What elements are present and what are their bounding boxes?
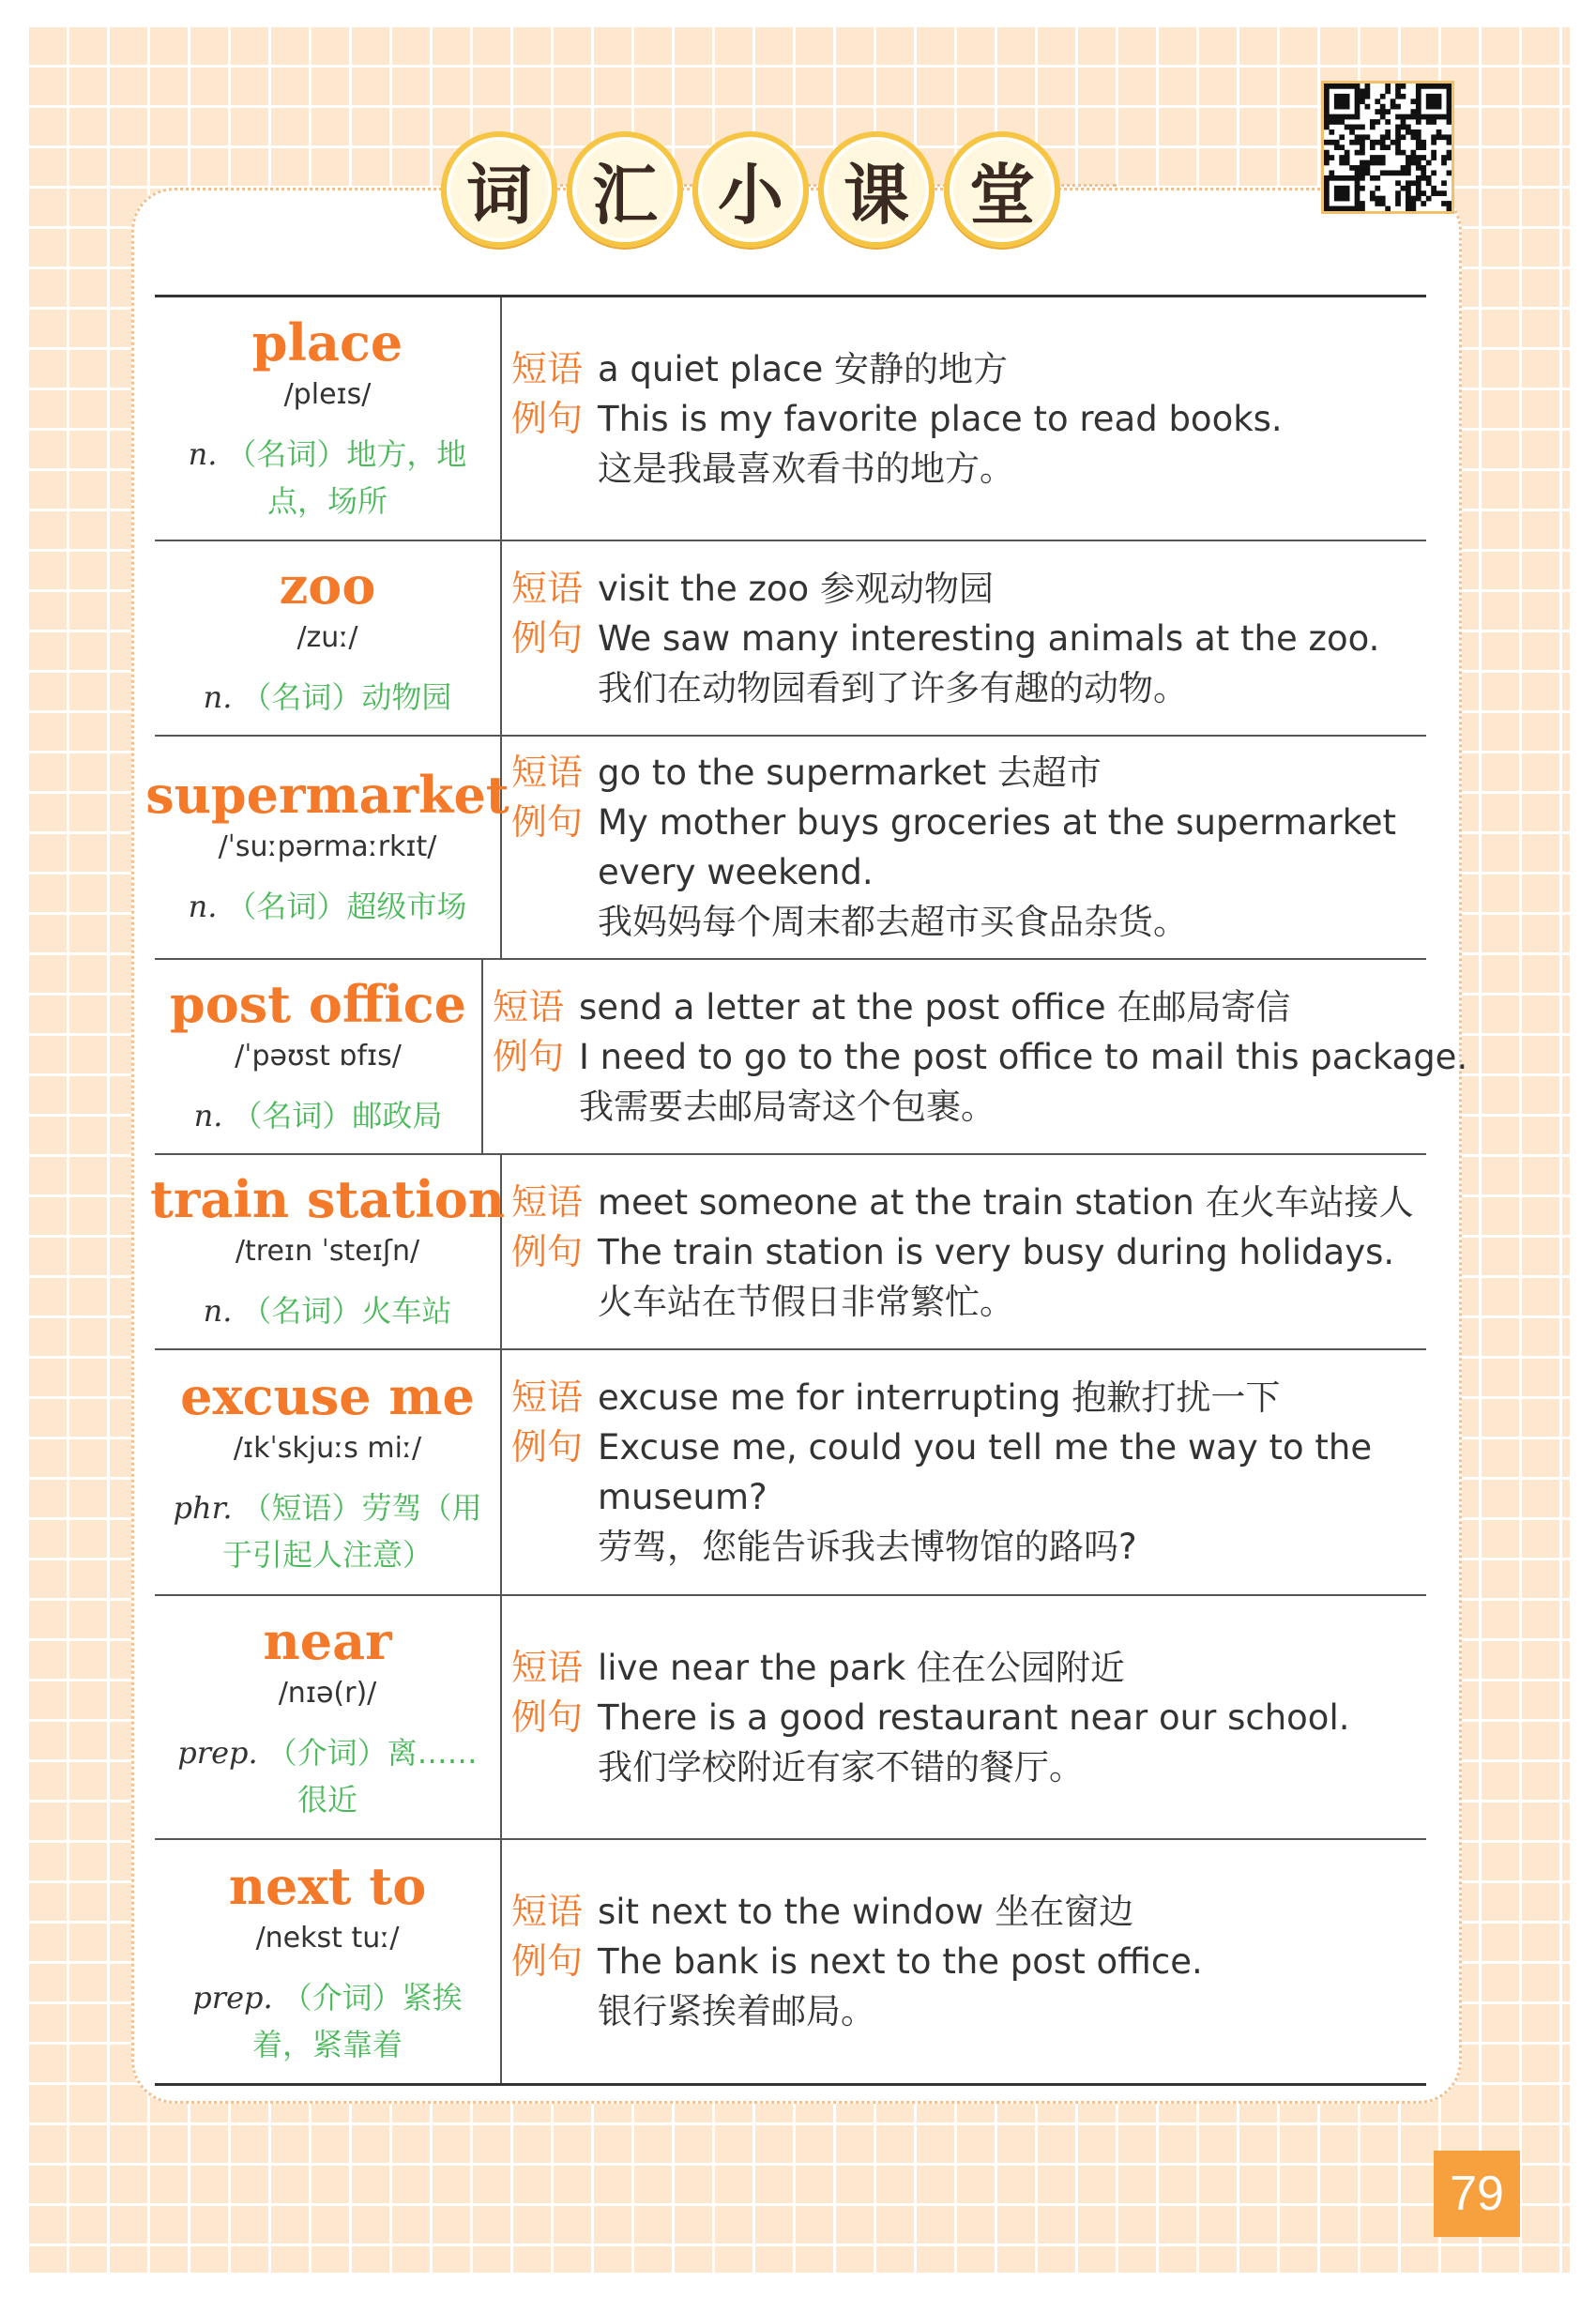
phrase-tag: 短语	[511, 1180, 584, 1223]
phrase-line	[511, 1643, 1426, 1693]
phonetic: /ˈsuːpərmaːrkɪt/	[218, 830, 437, 863]
vocab-word: place	[251, 312, 403, 373]
example-cn: 我们学校附近有家不错的餐厅。	[598, 1746, 1084, 1787]
phrase-line	[511, 1887, 1426, 1937]
example-tag: 例句	[511, 397, 584, 439]
pos-abbr: n.	[188, 889, 218, 924]
example-line	[511, 1693, 1426, 1742]
example-en: museum?	[598, 1477, 768, 1517]
example-line	[511, 394, 1426, 444]
table-row	[155, 541, 1426, 737]
table-row	[149, 1155, 1426, 1350]
vocab-word: zoo	[279, 555, 376, 616]
example-tag: 例句	[511, 1696, 584, 1738]
table-row	[155, 1840, 1426, 2086]
title-char: 汇	[567, 131, 683, 248]
example-line-cont	[511, 847, 1426, 897]
pos-meaning: （名词）地方，地点，场所	[226, 436, 467, 519]
usage-cell	[502, 541, 1426, 735]
phrase-text: excuse me for interrupting 抱歉打扰一下	[598, 1377, 1281, 1418]
qr-code-icon	[1324, 84, 1452, 211]
vocab-word: next to	[228, 1855, 427, 1916]
example-cn: 我妈妈每个周末都去超市买食品杂货。	[598, 902, 1188, 942]
part-of-speech	[159, 1092, 478, 1139]
usage-cell	[502, 1350, 1426, 1594]
phrase-text: meet someone at the train station 在火车站接人	[598, 1181, 1414, 1223]
vocab-word: supermarket	[145, 765, 509, 825]
page-title	[441, 131, 1060, 263]
word-cell	[155, 1840, 502, 2083]
phrase-line	[511, 748, 1426, 798]
example-cn-line	[511, 1522, 1426, 1572]
phrase-text: a quiet place 安静的地方	[598, 348, 1008, 389]
part-of-speech	[168, 1287, 487, 1334]
qr-code[interactable]	[1321, 81, 1454, 214]
phonetic: /ɪkˈskjuːs miː/	[233, 1432, 422, 1465]
phonetic: /nekst tuː/	[255, 1921, 400, 1955]
pos-meaning: （名词）超级市场	[226, 889, 467, 924]
word-cell	[155, 297, 502, 540]
part-of-speech	[168, 1974, 487, 2068]
pos-abbr: prep.	[192, 1979, 273, 2016]
example-en: I need to go to the post office to mail this package.	[579, 1036, 1468, 1077]
word-cell	[155, 960, 483, 1153]
example-cn-line	[511, 897, 1426, 947]
phonetic: /ˈpəʊst ɒfɪs/	[235, 1040, 402, 1072]
example-en: We saw many interesting animals at the zoo.	[598, 617, 1380, 659]
vocab-word: post office	[169, 974, 466, 1034]
usage-cell	[502, 1155, 1426, 1348]
phonetic: /zuː/	[296, 621, 358, 654]
example-tag: 例句	[511, 616, 584, 659]
example-tag: 例句	[511, 1940, 584, 1982]
phrase-text: send a letter at the post office 在邮局寄信	[579, 986, 1291, 1027]
example-cn-line	[511, 1742, 1426, 1792]
table-row	[155, 1350, 1426, 1596]
pos-abbr: n.	[203, 1293, 233, 1329]
example-en: The bank is next to the post office.	[598, 1941, 1203, 1982]
vocab-word: train station	[149, 1169, 506, 1229]
part-of-speech	[168, 883, 487, 930]
pos-meaning: （名词）邮政局	[232, 1098, 443, 1133]
phrase-text: sit next to the window 坐在窗边	[598, 1892, 1134, 1932]
example-line	[511, 1227, 1426, 1277]
example-cn-line	[511, 444, 1426, 494]
pos-meaning: （名词）动物园	[241, 679, 452, 715]
phrase-tag: 短语	[493, 985, 565, 1027]
pos-meaning: （介词）紧挨着，紧靠着	[251, 1979, 463, 2062]
example-cn: 这是我最喜欢看书的地方。	[598, 448, 1014, 489]
vocab-word: near	[263, 1611, 392, 1671]
page-number: 79	[1434, 2151, 1520, 2237]
usage-cell	[483, 960, 1467, 1153]
example-en: There is a good restaurant near our school.	[598, 1696, 1350, 1738]
phrase-line	[511, 344, 1426, 394]
example-line-cont	[511, 1472, 1426, 1522]
word-cell	[155, 541, 502, 735]
title-char: 堂	[944, 131, 1060, 248]
title-char: 词	[441, 131, 557, 248]
phrase-tag: 短语	[511, 1646, 584, 1688]
example-cn: 我需要去邮局寄这个包裹。	[579, 1086, 996, 1127]
phrase-tag: 短语	[511, 1377, 584, 1418]
example-cn-line	[511, 1986, 1426, 2036]
example-tag: 例句	[511, 1426, 584, 1468]
phrase-tag: 短语	[511, 1891, 584, 1932]
example-tag: 例句	[511, 801, 584, 843]
usage-cell	[502, 1840, 1426, 2083]
example-cn-line	[493, 1082, 1467, 1132]
phonetic: /pleɪs/	[283, 378, 372, 411]
part-of-speech	[168, 674, 487, 721]
example-en: The train station is very busy during holidays.	[598, 1231, 1395, 1272]
word-cell	[155, 1350, 502, 1594]
example-cn: 银行紧挨着邮局。	[598, 1991, 875, 2031]
part-of-speech	[168, 431, 487, 525]
vocab-word: excuse me	[180, 1366, 475, 1426]
vocabulary-table	[145, 295, 1468, 2086]
example-cn: 劳驾，您能告诉我去博物馆的路吗?	[598, 1527, 1137, 1567]
part-of-speech	[168, 1729, 487, 1823]
example-tag: 例句	[493, 1035, 565, 1077]
example-cn: 我们在动物园看到了许多有趣的动物。	[598, 667, 1188, 708]
example-cn-line	[511, 663, 1426, 713]
pos-meaning: （短语）劳驾（用于引起人注意）	[221, 1490, 482, 1573]
example-cn-line	[511, 1277, 1426, 1327]
pos-abbr: n.	[203, 679, 233, 715]
pos-abbr: phr.	[173, 1490, 233, 1526]
phrase-line	[511, 564, 1426, 614]
example-line	[511, 798, 1426, 847]
usage-cell	[502, 1596, 1426, 1838]
title-char: 课	[818, 131, 935, 248]
pos-abbr: n.	[193, 1098, 223, 1133]
example-en: every weekend.	[598, 852, 874, 892]
title-char: 小	[692, 131, 809, 248]
table-row	[155, 960, 1468, 1155]
phrase-tag: 短语	[511, 567, 584, 609]
table-row	[145, 737, 1426, 960]
example-en: My mother buys groceries at the supermarket	[598, 802, 1397, 843]
example-en: This is my favorite place to read books.	[598, 398, 1283, 439]
example-tag: 例句	[511, 1230, 584, 1272]
table-row	[155, 1596, 1426, 1840]
usage-cell	[502, 297, 1426, 540]
phrase-tag: 短语	[511, 347, 584, 389]
pos-abbr: prep.	[177, 1735, 258, 1771]
word-cell	[155, 1596, 502, 1838]
example-line	[493, 1032, 1467, 1082]
word-cell	[149, 1155, 506, 1348]
part-of-speech	[168, 1484, 487, 1578]
example-line	[511, 1937, 1426, 1986]
pos-abbr: n.	[188, 436, 218, 472]
example-cn: 火车站在节假日非常繁忙。	[598, 1281, 1014, 1322]
phrase-line	[493, 982, 1467, 1032]
phonetic: /treɪn ˈsteɪʃn/	[235, 1235, 420, 1268]
phrase-tag: 短语	[511, 752, 584, 793]
phonetic: /nɪə(r)/	[278, 1677, 377, 1710]
pos-meaning: （名词）火车站	[241, 1293, 452, 1329]
phrase-text: visit the zoo 参观动物园	[598, 568, 994, 609]
pos-meaning: （介词）离……很近	[266, 1735, 478, 1818]
example-line	[511, 1422, 1426, 1472]
phrase-text: live near the park 住在公园附近	[598, 1647, 1125, 1688]
table-row	[155, 297, 1426, 541]
word-cell	[145, 737, 509, 958]
example-line	[511, 614, 1426, 663]
example-en: Excuse me, could you tell me the way to the	[598, 1427, 1373, 1468]
phrase-line	[511, 1373, 1426, 1422]
phrase-text: go to the supermarket 去超市	[598, 753, 1102, 793]
phrase-line	[511, 1178, 1426, 1227]
usage-cell	[502, 737, 1426, 958]
